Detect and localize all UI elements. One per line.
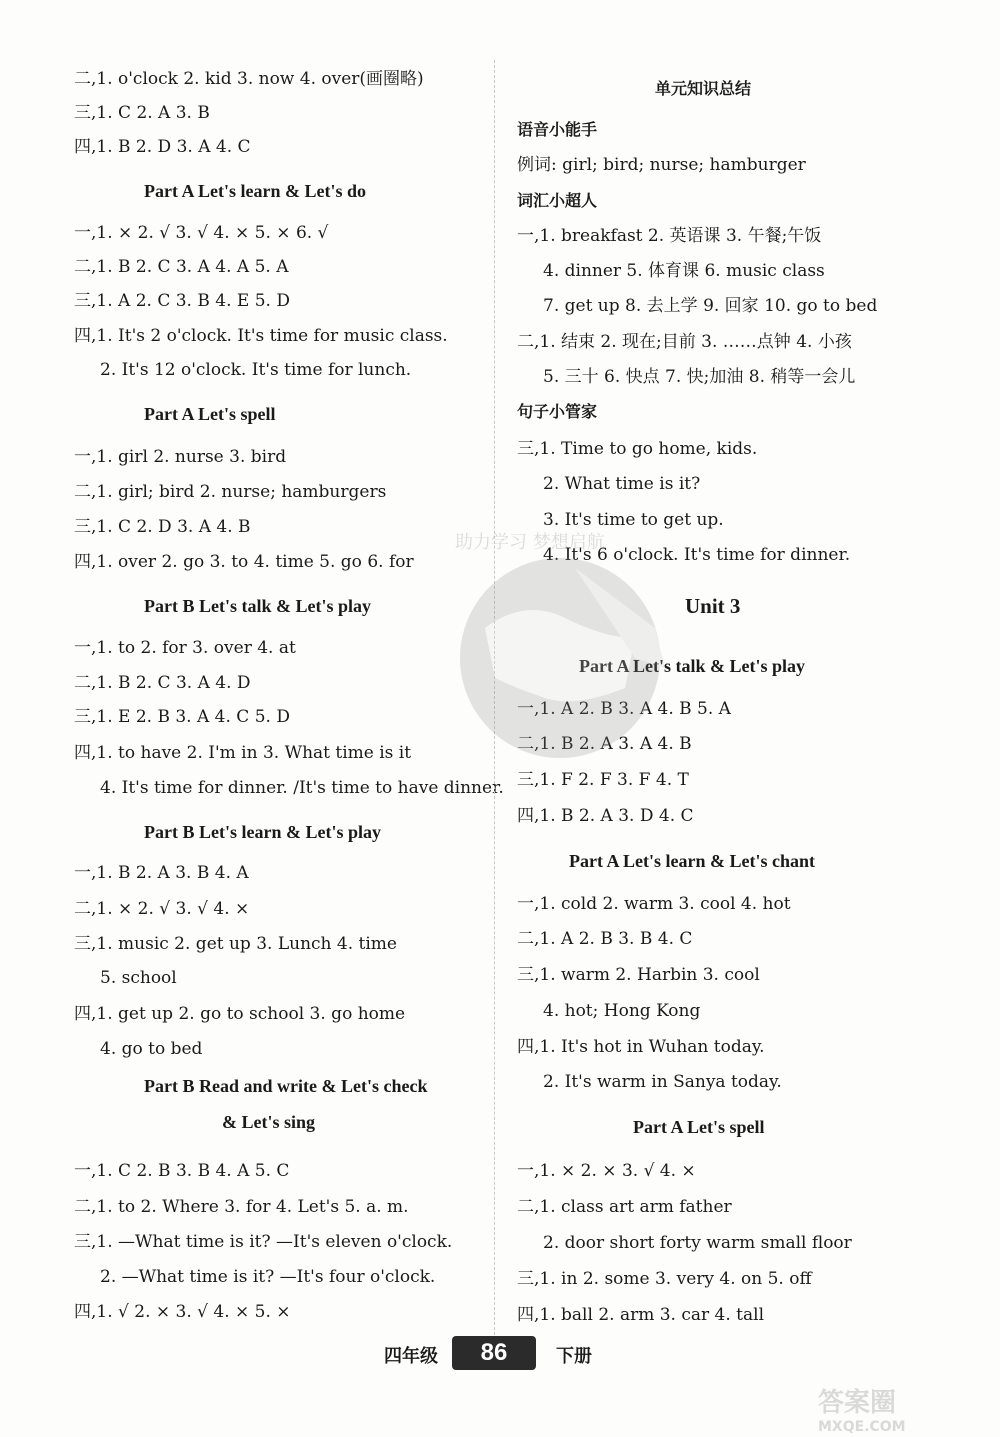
corner-logo-text: 答案圈 [818, 1388, 897, 1418]
section-heading: Part B Read and write & Let's check [144, 1076, 428, 1096]
page-number: 86 [452, 1336, 536, 1370]
answer-line: 一,1. B 2. A 3. B 4. A [74, 863, 249, 883]
footer-grade: 四年级 [384, 1346, 438, 1367]
page-footer [0, 1336, 1000, 1372]
unit-title: Unit 3 [685, 594, 741, 618]
answer-line: 二,1. × 2. √ 3. √ 4. × [74, 899, 250, 919]
answer-line: 3. It's time to get up. [543, 510, 724, 530]
answer-line: 四,1. B 2. A 3. D 4. C [517, 806, 694, 826]
answer-line: 二,1. 结束 2. 现在;目前 3. ……点钟 4. 小孩 [517, 332, 852, 352]
answer-line: 二,1. to 2. Where 3. for 4. Let's 5. a. m. [74, 1197, 409, 1217]
answer-line: 一,1. cold 2. warm 3. cool 4. hot [517, 894, 791, 914]
section-heading: 词汇小超人 [517, 191, 598, 210]
answer-line: 二,1. B 2. A 3. A 4. B [517, 734, 692, 754]
corner-logo [818, 1382, 990, 1435]
section-heading: Part A Let's spell [144, 404, 276, 424]
answer-line: 2. It's warm in Sanya today. [543, 1072, 782, 1092]
answer-line: 4. go to bed [100, 1039, 203, 1059]
corner-logo-url: MXQE.COM [818, 1419, 906, 1435]
answer-line: 二,1. B 2. C 3. A 4. D [74, 673, 251, 693]
answer-line: 三,1. A 2. C 3. B 4. E 5. D [74, 291, 290, 311]
answer-line: 四,1. √ 2. × 3. √ 4. × 5. × [74, 1302, 291, 1322]
answer-line: 三,1. Time to go home, kids. [517, 439, 758, 459]
answer-line: 4. It's 6 o'clock. It's time for dinner. [543, 545, 851, 565]
answer-line: 一,1. × 2. √ 3. √ 4. × 5. × 6. √ [74, 223, 329, 243]
answer-line: 5. school [100, 968, 177, 988]
answer-line: 四,1. It's 2 o'clock. It's time for music class. [74, 326, 448, 346]
section-heading: Part A Let's talk & Let's play [579, 656, 805, 676]
answer-line: 二,1. A 2. B 3. B 4. C [517, 929, 693, 949]
answer-line: 一,1. to 2. for 3. over 4. at [74, 638, 296, 658]
answer-line: 三,1. music 2. get up 3. Lunch 4. time [74, 934, 397, 954]
answer-line: 7. get up 8. 去上学 9. 回家 10. go to bed [543, 296, 878, 316]
answer-line: 4. It's time for dinner. /It's time to have dinner. [100, 778, 504, 798]
footer-volume: 下册 [556, 1346, 592, 1367]
section-heading: Part B Let's learn & Let's play [144, 822, 381, 842]
answer-line: 四,1. B 2. D 3. A 4. C [74, 137, 251, 157]
answer-line: 四,1. get up 2. go to school 3. go home [74, 1004, 406, 1024]
answer-line: 4. dinner 5. 体育课 6. music class [543, 261, 825, 281]
answer-line: 4. hot; Hong Kong [543, 1001, 701, 1021]
watermark-text: 助力学习 梦想启航 [455, 532, 605, 553]
section-heading: Part A Let's spell [633, 1117, 765, 1137]
answer-line: 三,1. in 2. some 3. very 4. on 5. off [517, 1269, 812, 1289]
answer-line: 二,1. o'clock 2. kid 3. now 4. over(画圈略) [74, 69, 424, 89]
answer-line: 三,1. C 2. D 3. A 4. B [74, 517, 251, 537]
section-heading: & Let's sing [222, 1112, 316, 1132]
section-heading: Part A Let's learn & Let's chant [569, 851, 815, 871]
answer-line: 2. door short forty warm small floor [543, 1233, 852, 1253]
answer-line: 四,1. ball 2. arm 3. car 4. tall [517, 1305, 765, 1325]
section-heading: 句子小管家 [517, 402, 598, 421]
answer-line: 三,1. C 2. A 3. B [74, 103, 210, 123]
answer-line: 三,1. E 2. B 3. A 4. C 5. D [74, 707, 290, 727]
answer-line: 三,1. warm 2. Harbin 3. cool [517, 965, 760, 985]
answer-line: 二,1. class art arm father [517, 1197, 732, 1217]
column-divider [494, 60, 495, 1340]
section-heading: Part A Let's learn & Let's do [144, 181, 366, 201]
answer-line: 2. —What time is it? —It's four o'clock. [100, 1267, 436, 1287]
answer-line: 2. It's 12 o'clock. It's time for lunch. [100, 360, 412, 380]
answer-line: 一,1. girl 2. nurse 3. bird [74, 447, 287, 467]
answer-line: 一,1. × 2. × 3. √ 4. × [517, 1161, 696, 1181]
answer-line: 四,1. over 2. go 3. to 4. time 5. go 6. for [74, 552, 414, 572]
answer-line: 一,1. A 2. B 3. A 4. B 5. A [517, 699, 731, 719]
answer-line: 四,1. to have 2. I'm in 3. What time is it [74, 743, 412, 763]
answer-line: 一,1. breakfast 2. 英语课 3. 午餐;午饭 [517, 226, 822, 246]
section-heading: 单元知识总结 [655, 79, 752, 98]
answer-line: 三,1. F 2. F 3. F 4. T [517, 770, 689, 790]
answer-line: 5. 三十 6. 快点 7. 快;加油 8. 稍等一会儿 [543, 367, 856, 387]
section-heading: 语音小能手 [517, 120, 598, 139]
section-heading: Part B Let's talk & Let's play [144, 596, 371, 616]
answer-line: 例词: girl; bird; nurse; hamburger [517, 155, 806, 175]
answer-line: 2. What time is it? [543, 474, 701, 494]
answer-line: 二,1. B 2. C 3. A 4. A 5. A [74, 257, 289, 277]
answer-line: 四,1. It's hot in Wuhan today. [517, 1037, 765, 1057]
answer-line: 一,1. C 2. B 3. B 4. A 5. C [74, 1161, 290, 1181]
answer-line: 二,1. girl; bird 2. nurse; hamburgers [74, 482, 387, 502]
answer-line: 三,1. —What time is it? —It's eleven o'clock. [74, 1232, 453, 1252]
